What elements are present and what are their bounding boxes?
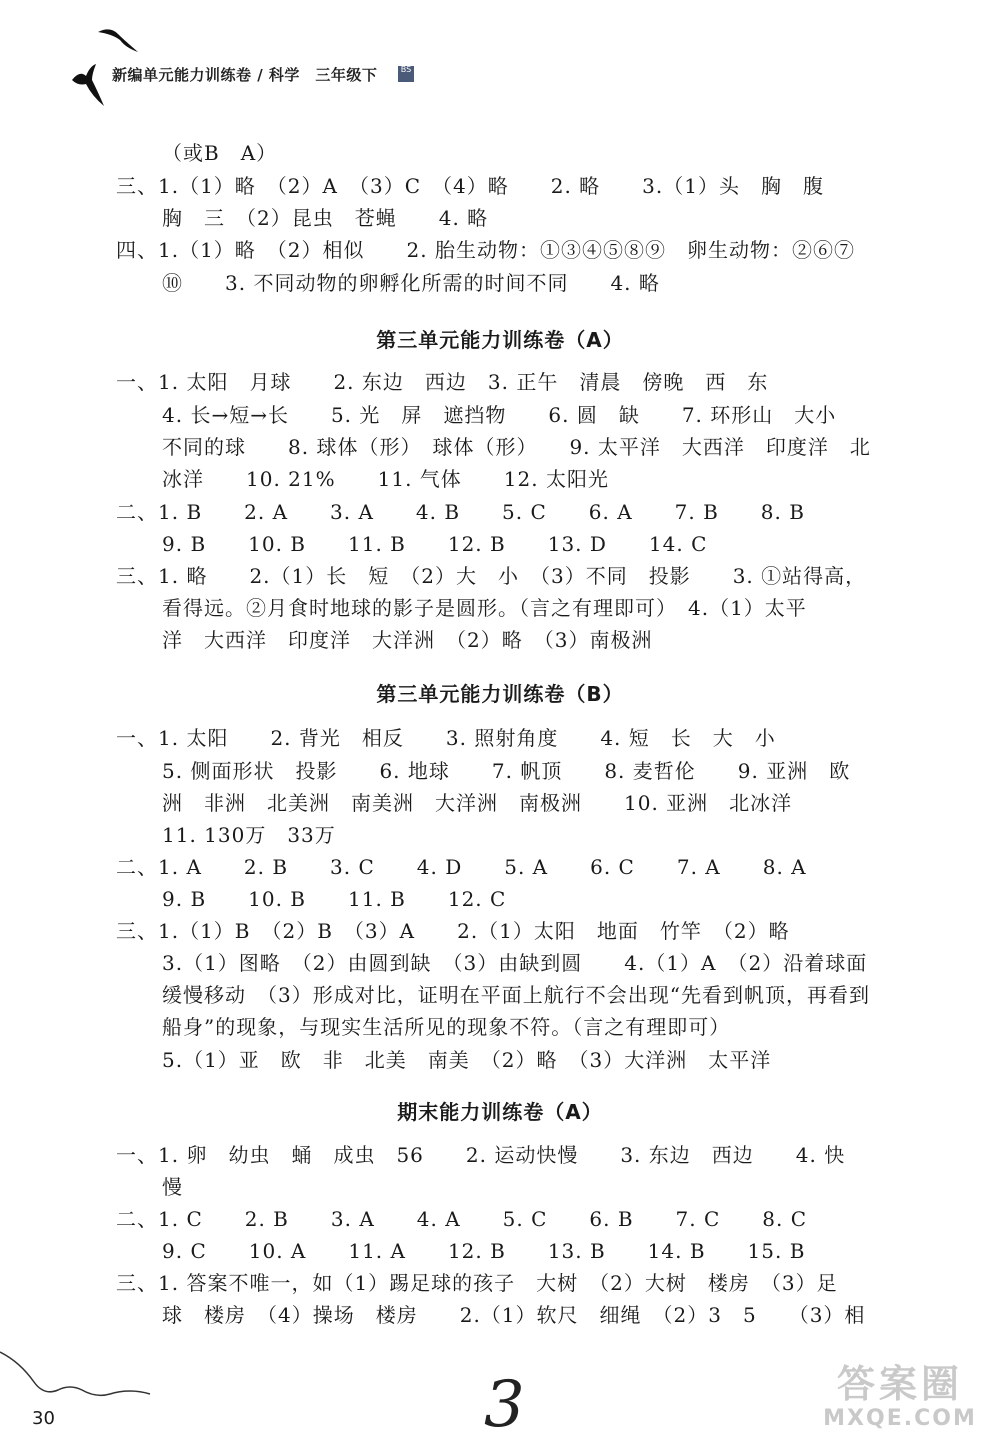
answer-line: ⑩ 3. 不同动物的卵孵化所需的时间不同 4. 略 <box>162 271 660 295</box>
answer-line: 一、1. 太阳 月球 2. 东边 西边 3. 正午 清晨 傍晚 西 东 <box>116 370 769 394</box>
answer-line: 冰洋 10. 21% 11. 气体 12. 太阳光 <box>162 467 609 491</box>
answer-line: 一、1. 太阳 2. 背光 相反 3. 照射角度 4. 短 长 大 小 <box>116 726 776 750</box>
answer-line: 11. 130万 33万 <box>162 823 336 847</box>
answer-line: （或B A） <box>162 141 278 165</box>
answer-line: 5. 侧面形状 投影 6. 地球 7. 帆顶 8. 麦哲伦 9. 亚洲 欧 <box>162 759 851 783</box>
bird-icon-left <box>68 62 108 108</box>
answer-line: 3.（1）图略 （2）由圆到缺 （3）由缺到圆 4.（1）A （2）沿着球面 <box>162 951 868 975</box>
answer-line: 球 楼房 （4）操场 楼房 2.（1）软尺 细绳 （2）3 5 （3）相 <box>162 1303 866 1327</box>
header-title: 新编单元能力训练卷 / 科学 三年级下 <box>112 66 378 84</box>
answer-line: 二、1. C 2. B 3. A 4. A 5. C 6. B 7. C 8. C <box>116 1207 808 1231</box>
answer-line: 缓慢移动 （3）形成对比，证明在平面上航行不会出现“先看到帆顶，再看到 <box>162 983 870 1007</box>
answer-line: 慢 <box>162 1175 183 1199</box>
answer-line: 四、1.（1）略 （2）相似 2. 胎生动物：①③④⑤⑧⑨ 卵生动物：②⑥⑦ <box>116 238 855 262</box>
answer-line: 一、1. 卵 幼虫 蛹 成虫 56 2. 运动快慢 3. 东边 西边 4. 快 <box>116 1143 846 1167</box>
section-title: 第三单元能力训练卷（A） <box>376 328 624 352</box>
answer-line: 二、1. B 2. A 3. A 4. B 5. C 6. A 7. B 8. B <box>116 500 805 524</box>
answer-line: 不同的球 8. 球体（形） 球体（形） 9. 太平洋 大西洋 印度洋 北 <box>162 435 871 459</box>
section-title: 期末能力训练卷（A） <box>397 1100 603 1124</box>
watermark <box>812 1362 988 1444</box>
answer-line: 9. B 10. B 11. B 12. C <box>162 887 507 911</box>
answer-line: 洋 大西洋 印度洋 大洋洲 （2）略 （3）南极洲 <box>162 628 653 652</box>
series-badge: BS <box>398 66 414 82</box>
answer-line: 5.（1）亚 欧 非 北美 南美 （2）略 （3）大洋洲 太平洋 <box>162 1048 772 1072</box>
answer-line: 三、1.（1）B （2）B （3）A 2.（1）太阳 地面 竹竿 （2）略 <box>116 919 790 943</box>
answer-line: 船身”的现象，与现实生活所见的现象不符。（言之有理即可） <box>162 1015 731 1039</box>
svg-text:3: 3 <box>484 1368 525 1438</box>
section-title: 第三单元能力训练卷（B） <box>376 682 624 706</box>
answer-line: 三、1. 略 2.（1）长 短 （2）大 小 （3）不同 投影 3. ①站得高， <box>116 564 867 588</box>
answer-line: 4. 长→短→长 5. 光 屏 遮挡物 6. 圆 缺 7. 环形山 大小 <box>162 403 837 427</box>
page-number: 30 <box>32 1408 55 1429</box>
answer-line: 三、1.（1）略 （2）A （3）C （4）略 2. 略 3.（1）头 胸 腹 <box>116 174 824 198</box>
answer-line: 9. B 10. B 11. B 12. B 13. D 14. C <box>162 532 708 556</box>
bird-icon-top <box>96 26 140 56</box>
answer-line: 洲 非洲 北美洲 南美洲 大洋洲 南极洲 10. 亚洲 北冰洋 <box>162 791 793 815</box>
decorative-curve <box>0 1348 200 1408</box>
answer-line: 胸 三 （2）昆虫 苍蝇 4. 略 <box>162 206 489 230</box>
watermark-main: 答案圈 <box>836 1362 963 1406</box>
handwritten-number <box>480 1368 530 1438</box>
answer-line: 二、1. A 2. B 3. C 4. D 5. A 6. C 7. A 8. A <box>116 855 807 879</box>
answer-line: 看得远。②月食时地球的影子是圆形。（言之有理即可） 4.（1）太平 <box>162 596 807 620</box>
answer-line: 9. C 10. A 11. A 12. B 13. B 14. B 15. B <box>162 1239 806 1263</box>
watermark-sub: MXQE.COM <box>823 1406 977 1431</box>
answer-line: 三、1. 答案不唯一，如（1）踢足球的孩子 大树 （2）大树 楼房 （3）足 <box>116 1271 838 1295</box>
